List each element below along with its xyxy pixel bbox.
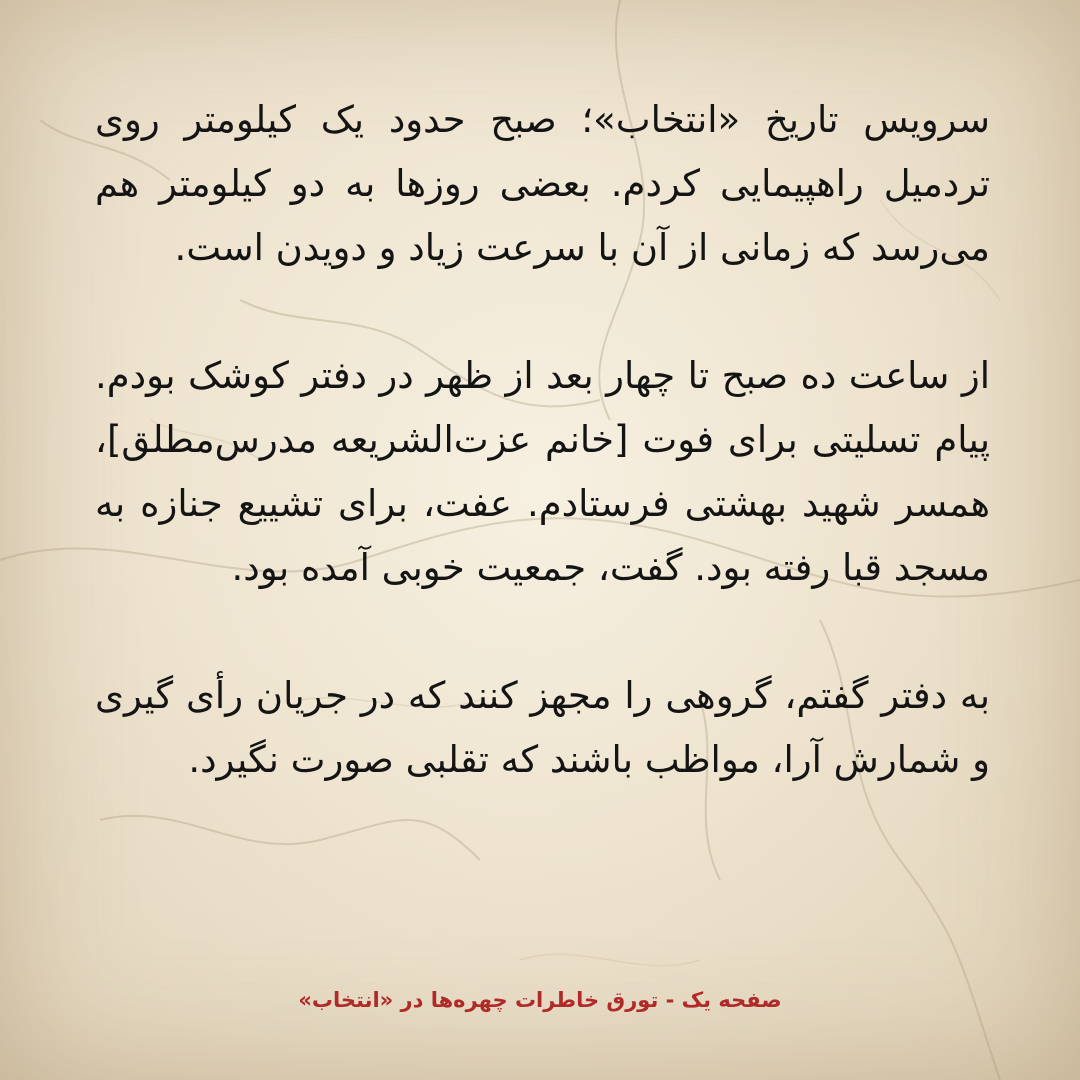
paragraph-3: به دفتر گفتم، گروهی را مجهز کنند که در جریان رأی گیری و شمارش آرا، مواظب باشند که تقلبی صورت نگیرد.: [95, 674, 990, 781]
paragraph-1: سرویس تاریخ «انتخاب»؛ صبح حدود یک کیلومتر روی تردمیل راهپیمایی کردم. بعضی روزها به دو کیلومتر هم می‌رسد که زمانی از آن با سرعت زیاد و دویدن است.: [95, 98, 990, 269]
article-body: [95, 88, 990, 792]
footer-caption: صفحه یک - تورق خاطرات چهره‌ها در «انتخاب»: [298, 988, 782, 1012]
paragraph-2: از ساعت ده صبح تا چهار بعد از ظهر در دفتر کوشک بودم. پیام تسلیتی برای فوت [خانم عزت‌الشریعه مدرس‌مطلق]، همسر شهید بهشتی فرستادم. عفت، برای تشییع جنازه به مسجد قبا رفته بود. گفت، جمعیت خوبی آمده بود.: [95, 354, 990, 589]
